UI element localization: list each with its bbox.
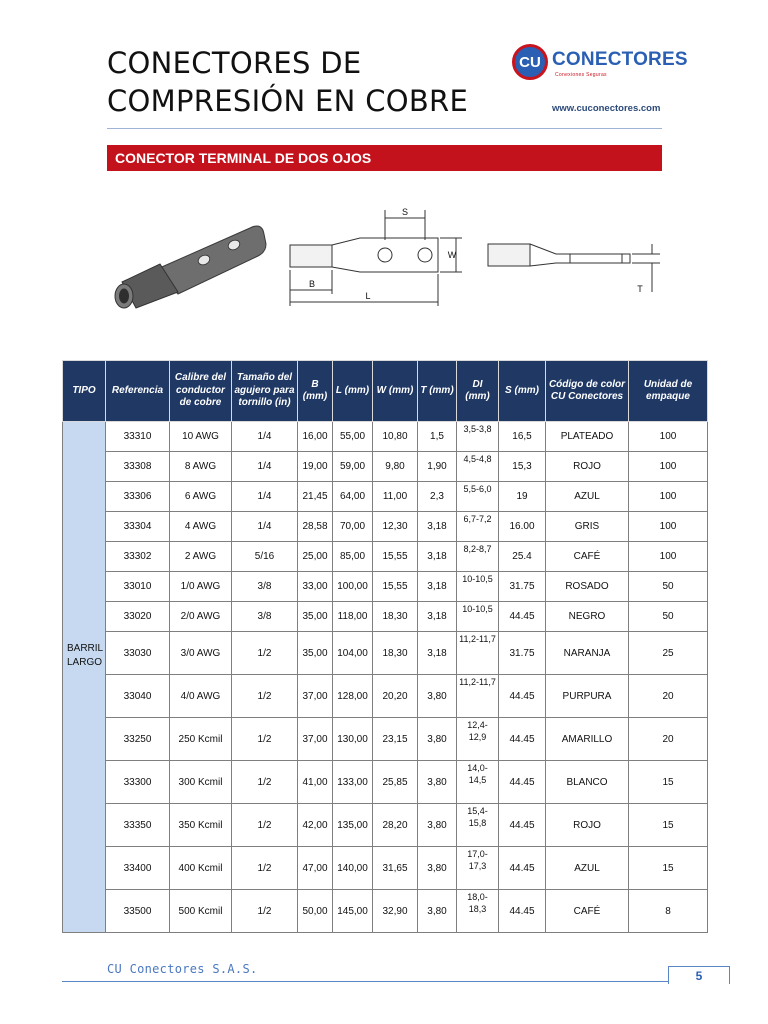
table-cell: 44.45	[499, 602, 546, 632]
table-cell: 3,80	[418, 847, 457, 890]
title-line-2: COMPRESIÓN EN COBRE	[107, 84, 469, 118]
table-cell: 44.45	[499, 847, 546, 890]
table-cell: 10 AWG	[170, 422, 232, 452]
table-cell: 35,00	[298, 602, 333, 632]
brand-logo	[512, 42, 688, 90]
table-cell: 300 Kcmil	[170, 761, 232, 804]
table-cell: 350 Kcmil	[170, 804, 232, 847]
table-cell: 3,18	[418, 572, 457, 602]
logo-tagline: Conexiones Seguras	[555, 72, 607, 78]
table-cell: 42,00	[298, 804, 333, 847]
terminal-top-view	[290, 210, 462, 306]
table-cell: 4 AWG	[170, 512, 232, 542]
table-cell: 1/4	[232, 422, 298, 452]
table-row	[63, 761, 708, 804]
table-cell: ROSADO	[546, 572, 629, 602]
table-cell: 33030	[106, 632, 170, 675]
table-cell: 6,7-7,2	[457, 512, 499, 542]
table-cell: 15	[629, 847, 708, 890]
table-cell: GRIS	[546, 512, 629, 542]
table-cell: 33400	[106, 847, 170, 890]
table-cell: 33308	[106, 452, 170, 482]
title-line-1: CONECTORES DE	[107, 46, 362, 80]
column-header: S (mm)	[499, 361, 546, 422]
table-cell: 16,00	[298, 422, 333, 452]
table-cell: 100	[629, 422, 708, 452]
table-cell: 10,80	[373, 422, 418, 452]
table-cell: 15,4-15,8	[457, 804, 499, 847]
table-cell: 3,80	[418, 890, 457, 933]
table-cell: 3,80	[418, 718, 457, 761]
table-cell: AZUL	[546, 847, 629, 890]
table-cell: 33304	[106, 512, 170, 542]
label-t: T	[637, 284, 643, 294]
table-cell: 85,00	[333, 542, 373, 572]
table-cell: 15	[629, 761, 708, 804]
table-cell: 3/8	[232, 572, 298, 602]
table-cell: 2,3	[418, 482, 457, 512]
table-cell: 55,00	[333, 422, 373, 452]
table-cell: 128,00	[333, 675, 373, 718]
table-cell: 10-10,5	[457, 602, 499, 632]
table-cell: 8	[629, 890, 708, 933]
table-cell: 33020	[106, 602, 170, 632]
table-cell: 3/0 AWG	[170, 632, 232, 675]
specifications-table	[62, 360, 708, 933]
tipo-cell	[63, 422, 106, 933]
page-title	[107, 44, 468, 120]
table-header-row	[63, 361, 708, 422]
column-header: DI (mm)	[457, 361, 499, 422]
table-cell: 20	[629, 675, 708, 718]
table-cell: 33500	[106, 890, 170, 933]
table-cell: 1/4	[232, 512, 298, 542]
terminal-side-view	[488, 244, 660, 292]
table-cell: 100	[629, 482, 708, 512]
table-cell: 44.45	[499, 890, 546, 933]
table-row	[63, 602, 708, 632]
table-cell: 104,00	[333, 632, 373, 675]
label-s: S	[401, 207, 409, 217]
table-cell: 11,2-11,7	[457, 632, 499, 675]
column-header: T (mm)	[418, 361, 457, 422]
column-header: B (mm)	[298, 361, 333, 422]
table-cell: 15,3	[499, 452, 546, 482]
table-cell: 64,00	[333, 482, 373, 512]
table-cell: 3,80	[418, 804, 457, 847]
label-b: B	[308, 279, 316, 289]
table-cell: 1,5	[418, 422, 457, 452]
column-header: Tamaño del agujero para tornillo (in)	[232, 361, 298, 422]
table-cell: 44.45	[499, 675, 546, 718]
table-cell: 41,00	[298, 761, 333, 804]
table-cell: 59,00	[333, 452, 373, 482]
table-cell: 33250	[106, 718, 170, 761]
table-cell: 140,00	[333, 847, 373, 890]
table-row	[63, 804, 708, 847]
page-number: 5	[668, 966, 730, 984]
table-cell: 3,80	[418, 761, 457, 804]
table-cell: 70,00	[333, 512, 373, 542]
table-cell: 5/16	[232, 542, 298, 572]
table-cell: 4,5-4,8	[457, 452, 499, 482]
table-cell: 12,4-12,9	[457, 718, 499, 761]
table-cell: 100	[629, 542, 708, 572]
table-cell: 20	[629, 718, 708, 761]
logo-text: CONECTORES	[552, 49, 688, 70]
table-cell: 31.75	[499, 632, 546, 675]
table-cell: 3,80	[418, 675, 457, 718]
table-cell: 3,18	[418, 602, 457, 632]
table-row	[63, 718, 708, 761]
label-l: L	[365, 291, 371, 301]
column-header: Unidad de empaque	[629, 361, 708, 422]
table-cell: 37,00	[298, 675, 333, 718]
table-cell: 1/2	[232, 675, 298, 718]
table-cell: 1/2	[232, 761, 298, 804]
website-url: www.cuconectores.com	[552, 103, 661, 114]
table-cell: 14,0-14,5	[457, 761, 499, 804]
table-row	[63, 572, 708, 602]
table-cell: 37,00	[298, 718, 333, 761]
table-cell: 28,20	[373, 804, 418, 847]
table-cell: 33350	[106, 804, 170, 847]
table-cell: 3,18	[418, 632, 457, 675]
table-cell: 19,00	[298, 452, 333, 482]
table-cell: CAFÉ	[546, 890, 629, 933]
table-cell: 1/0 AWG	[170, 572, 232, 602]
label-w: W	[447, 250, 457, 260]
table-cell: PURPURA	[546, 675, 629, 718]
table-row	[63, 675, 708, 718]
table-cell: 50	[629, 572, 708, 602]
table-cell: 1/2	[232, 847, 298, 890]
table-cell: 18,30	[373, 632, 418, 675]
table-cell: 400 Kcmil	[170, 847, 232, 890]
terminal-3d-illustration	[115, 226, 266, 308]
table-cell: 25.4	[499, 542, 546, 572]
table-cell: 2/0 AWG	[170, 602, 232, 632]
table-cell: 21,45	[298, 482, 333, 512]
table-cell: PLATEADO	[546, 422, 629, 452]
table-cell: 44.45	[499, 718, 546, 761]
table-cell: 100	[629, 512, 708, 542]
table-cell: 20,20	[373, 675, 418, 718]
table-cell: 44.45	[499, 804, 546, 847]
table-cell: 28,58	[298, 512, 333, 542]
product-drawings	[100, 200, 680, 320]
column-header: Referencia	[106, 361, 170, 422]
table-cell: 25,00	[298, 542, 333, 572]
table-row	[63, 632, 708, 675]
section-banner: CONECTOR TERMINAL DE DOS OJOS	[107, 145, 662, 171]
table-cell: NEGRO	[546, 602, 629, 632]
header-divider	[107, 128, 662, 129]
table-cell: 1/2	[232, 718, 298, 761]
table-cell: 3,5-3,8	[457, 422, 499, 452]
table-row	[63, 542, 708, 572]
table-cell: 8,2-8,7	[457, 542, 499, 572]
table-cell: 135,00	[333, 804, 373, 847]
table-cell: 15	[629, 804, 708, 847]
table-cell: CAFÉ	[546, 542, 629, 572]
table-cell: 100,00	[333, 572, 373, 602]
table-row	[63, 847, 708, 890]
table-cell: 25	[629, 632, 708, 675]
table-cell: 1/4	[232, 452, 298, 482]
table-cell: 11,2-11,7	[457, 675, 499, 718]
table-cell: 118,00	[333, 602, 373, 632]
table-cell: 15,55	[373, 542, 418, 572]
column-header: Código de color CU Conectores	[546, 361, 629, 422]
table-cell: 35,00	[298, 632, 333, 675]
table-cell: ROJO	[546, 804, 629, 847]
table-cell: AZUL	[546, 482, 629, 512]
table-cell: 18,0-18,3	[457, 890, 499, 933]
table-cell: 33310	[106, 422, 170, 452]
table-cell: 11,00	[373, 482, 418, 512]
footer-company: CU Conectores S.A.S.	[107, 962, 258, 976]
table-cell: 19	[499, 482, 546, 512]
table-cell: NARANJA	[546, 632, 629, 675]
table-row	[63, 422, 708, 452]
table-cell: 31.75	[499, 572, 546, 602]
table-row	[63, 512, 708, 542]
table-cell: 32,90	[373, 890, 418, 933]
table-cell: 9,80	[373, 452, 418, 482]
table-row	[63, 890, 708, 933]
table-cell: 500 Kcmil	[170, 890, 232, 933]
table-cell: 133,00	[333, 761, 373, 804]
table-cell: 8 AWG	[170, 452, 232, 482]
table-cell: 15,55	[373, 572, 418, 602]
table-cell: 47,00	[298, 847, 333, 890]
column-header: Calibre del conductor de cobre	[170, 361, 232, 422]
table-cell: 23,15	[373, 718, 418, 761]
table-cell: 10-10,5	[457, 572, 499, 602]
table-cell: 44.45	[499, 761, 546, 804]
table-cell: 33,00	[298, 572, 333, 602]
table-cell: 1/2	[232, 632, 298, 675]
table-cell: 1/4	[232, 482, 298, 512]
table-cell: 4/0 AWG	[170, 675, 232, 718]
footer-divider	[62, 981, 707, 982]
table-cell: 33010	[106, 572, 170, 602]
logo-mark: CU	[512, 44, 548, 80]
table-cell: 18,30	[373, 602, 418, 632]
column-header: W (mm)	[373, 361, 418, 422]
table-cell: BLANCO	[546, 761, 629, 804]
table-cell: 33306	[106, 482, 170, 512]
table-cell: 50,00	[298, 890, 333, 933]
table-cell: 3,18	[418, 512, 457, 542]
table-cell: 16,5	[499, 422, 546, 452]
table-row	[63, 482, 708, 512]
column-header: TIPO	[63, 361, 106, 422]
table-cell: 1/2	[232, 890, 298, 933]
table-cell: 16.00	[499, 512, 546, 542]
table-cell: 17,0-17,3	[457, 847, 499, 890]
table-cell: 33302	[106, 542, 170, 572]
table-cell: 3/8	[232, 602, 298, 632]
table-cell: ROJO	[546, 452, 629, 482]
table-cell: 100	[629, 452, 708, 482]
table-cell: 3,18	[418, 542, 457, 572]
table-cell: 6 AWG	[170, 482, 232, 512]
table-cell: AMARILLO	[546, 718, 629, 761]
table-cell: 33040	[106, 675, 170, 718]
table-cell: 130,00	[333, 718, 373, 761]
table-cell: 1,90	[418, 452, 457, 482]
table-cell: 5,5-6,0	[457, 482, 499, 512]
table-cell: 2 AWG	[170, 542, 232, 572]
table-cell: 25,85	[373, 761, 418, 804]
table-cell: 33300	[106, 761, 170, 804]
tipo-line-2: LARGO	[67, 657, 103, 668]
table-cell: 1/2	[232, 804, 298, 847]
table-cell: 145,00	[333, 890, 373, 933]
table-cell: 12,30	[373, 512, 418, 542]
table-cell: 250 Kcmil	[170, 718, 232, 761]
table-cell: 31,65	[373, 847, 418, 890]
column-header: L (mm)	[333, 361, 373, 422]
table-row	[63, 452, 708, 482]
table-cell: 50	[629, 602, 708, 632]
tipo-line-1: BARRIL	[67, 643, 104, 654]
